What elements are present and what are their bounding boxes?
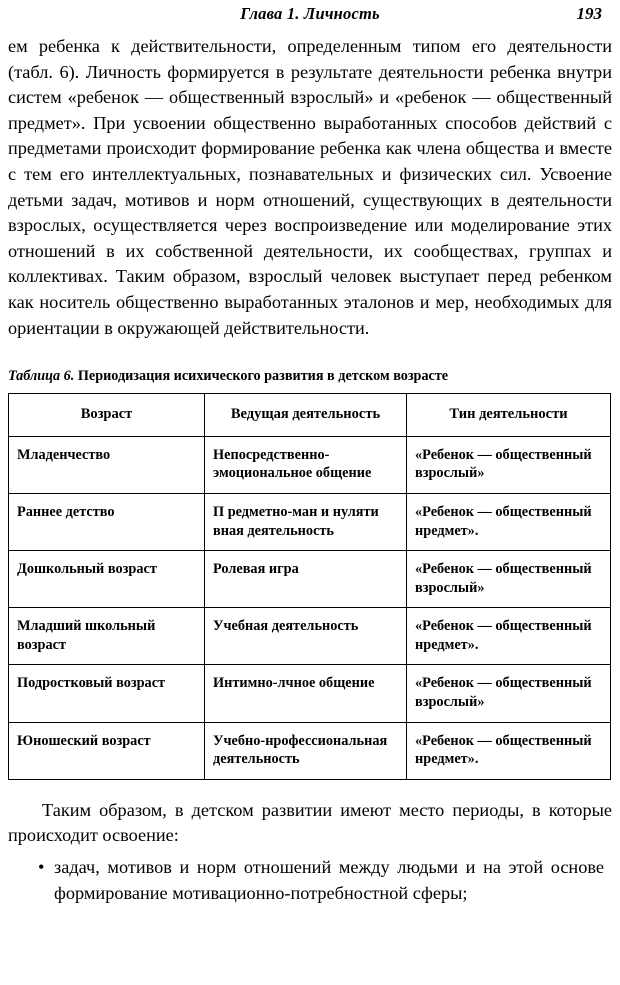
after-table-text bbox=[8, 798, 612, 906]
cell-type: «Ребенок — общественный взрослый» bbox=[407, 551, 611, 608]
table-header-row bbox=[9, 394, 611, 437]
column-header-type: Тин деятельности bbox=[407, 394, 611, 437]
cell-age: Раннее детство bbox=[9, 493, 205, 550]
cell-activity: Непосредственно-эмоциональное общение bbox=[205, 436, 407, 493]
cell-type: «Ребенок — общественный взрослый» bbox=[407, 665, 611, 722]
chapter-title: Глава 1. Личность bbox=[240, 4, 380, 23]
cell-age: Младенчество bbox=[9, 436, 205, 493]
body-paragraph: ем ребенка к действительности, определенным типом его деятельности (табл. 6). Личность формируется в результате деятельности ребенка внутри систем «ребенок — общественный взрослый» и «ребенок — общественный предмет». При усвоении общественно выработанных способов действий с предметами происходит формирование ребенка как члена общества и вместе с тем его интеллектуальных, познавательных и физических сил. Усвоение детьми задач, мотивов и норм отношений, существующих в деятельности взрослых, осуществляется через воспроизведение или моделирование этих отношений в их собственной деятельности, их сообществах, группах и коллективах. Таким образом, взрослый человек выступает перед ребенком как носитель общественно выработанных эталонов и мер, необходимых для ориентации в окружающей действительности. bbox=[8, 36, 612, 338]
cell-activity: Интимно-лчное общение bbox=[205, 665, 407, 722]
column-header-activity: Ведущая деятельность bbox=[205, 394, 407, 437]
list-item bbox=[38, 855, 604, 906]
cell-age: Подростковый возраст bbox=[9, 665, 205, 722]
table-row bbox=[9, 665, 611, 722]
bullet-list bbox=[8, 855, 612, 906]
cell-activity: Учебно-нрофессиональная деятельность bbox=[205, 722, 407, 779]
main-body-text bbox=[8, 34, 612, 341]
cell-type: «Ребенок — общественный взрослый» bbox=[407, 436, 611, 493]
table-row bbox=[9, 493, 611, 550]
cell-activity: Учебная деятельность bbox=[205, 608, 407, 665]
table-row bbox=[9, 608, 611, 665]
cell-type: «Ребенок — общественный нредмет». bbox=[407, 608, 611, 665]
cell-type: «Ребенок — общественный нредмет». bbox=[407, 722, 611, 779]
cell-type: «Ребенок — общественный нредмет». bbox=[407, 493, 611, 550]
column-header-age: Возраст bbox=[9, 394, 205, 437]
bullet-icon: • bbox=[38, 857, 45, 878]
table-caption-label: Таблица 6. bbox=[8, 368, 75, 385]
after-table-paragraph: Таким образом, в детском развитии имеют место периоды, в которые происходит освоение: bbox=[8, 799, 612, 846]
cell-activity: Ролевая игра bbox=[205, 551, 407, 608]
table-row bbox=[9, 722, 611, 779]
periodization-table bbox=[8, 393, 611, 780]
document-page bbox=[0, 4, 620, 985]
table-caption-text: Периодизация исихического развития в детском возрасте bbox=[77, 368, 449, 385]
page-number: 193 bbox=[576, 4, 602, 23]
cell-age: Младший школьный возраст bbox=[9, 608, 205, 665]
table-caption bbox=[8, 367, 612, 385]
table-row bbox=[9, 436, 611, 493]
cell-activity: П редметно-ман и нуляти вная деятельность bbox=[205, 493, 407, 550]
page-header bbox=[0, 4, 620, 30]
cell-age: Юношеский возраст bbox=[9, 722, 205, 779]
list-item-text: задач, мотивов и норм отношений между людьми и на этой основе формирование мотивационно-потребностной сферы; bbox=[54, 857, 604, 903]
cell-age: Дошкольный возраст bbox=[9, 551, 205, 608]
table-row bbox=[9, 551, 611, 608]
